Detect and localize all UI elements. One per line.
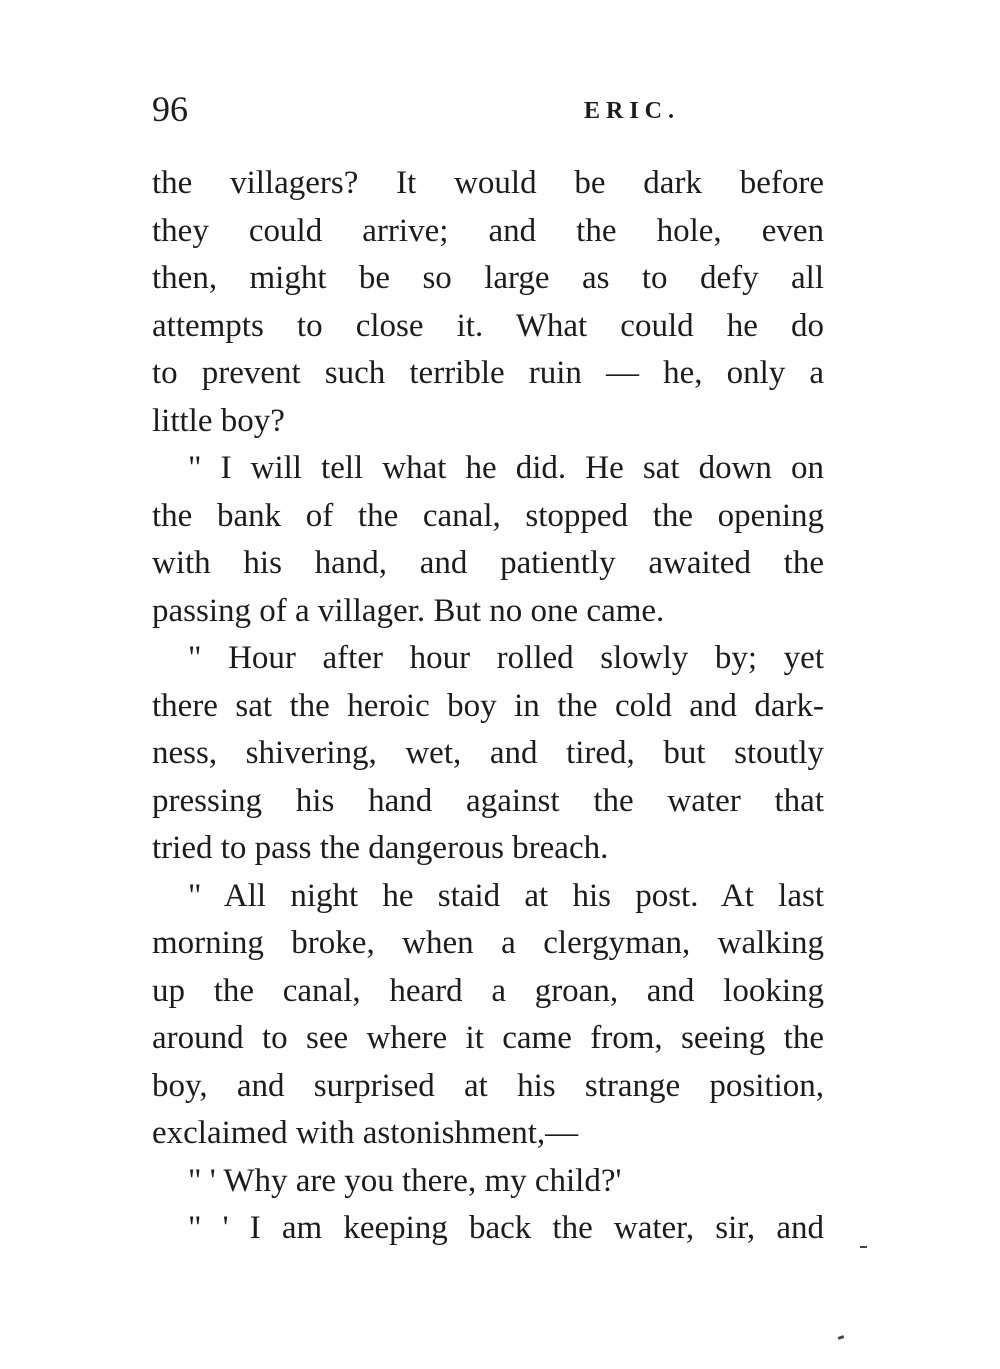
text-line: there sat the heroic boy in the cold and dark- — [152, 687, 824, 724]
text-line: " ' Why are you there, my child?' — [188, 1162, 622, 1199]
text-line: to prevent such terrible ruin — he, only a — [152, 355, 824, 391]
text-line: " All night he staid at his post. At last — [188, 877, 824, 914]
text-line: ness, shivering, wet, and tired, but stoutly — [152, 735, 824, 771]
text-line: they could arrive; and the hole, even — [152, 212, 824, 249]
scan-speck — [860, 1246, 867, 1248]
text-line: " ' I am keeping back the water, sir, and — [188, 1210, 824, 1246]
text-line: passing of a villager. But no one came. — [152, 592, 665, 629]
text-line: the villagers? It would be dark before — [152, 165, 824, 201]
page-header — [152, 84, 824, 134]
text-line: pressing his hand against the water that — [152, 782, 824, 819]
running-head: ERIC. — [584, 98, 681, 124]
body-text — [152, 160, 824, 1253]
text-line: boy, and surprised at his strange position, — [152, 1067, 824, 1104]
scan-speck — [838, 1335, 845, 1340]
text-line: " I will tell what he did. He sat down on — [188, 450, 824, 486]
text-line: around to see where it came from, seeing the — [152, 1020, 824, 1056]
text-line: " Hour after hour rolled slowly by; yet — [188, 640, 824, 676]
text-line: tried to pass the dangerous breach. — [152, 830, 609, 866]
text-line: morning broke, when a clergyman, walking — [152, 925, 824, 961]
text-line: with his hand, and patiently awaited the — [152, 545, 824, 581]
text-line: attempts to close it. What could he do — [152, 307, 824, 344]
text-line: then, might be so large as to defy all — [152, 260, 824, 296]
text-line: the bank of the canal, stopped the opening — [152, 497, 824, 534]
text-line: exclaimed with astonishment,— — [152, 1115, 579, 1151]
page-number: 96 — [152, 89, 188, 129]
text-line: up the canal, heard a groan, and looking — [152, 972, 824, 1009]
text-line: little boy? — [152, 402, 285, 439]
